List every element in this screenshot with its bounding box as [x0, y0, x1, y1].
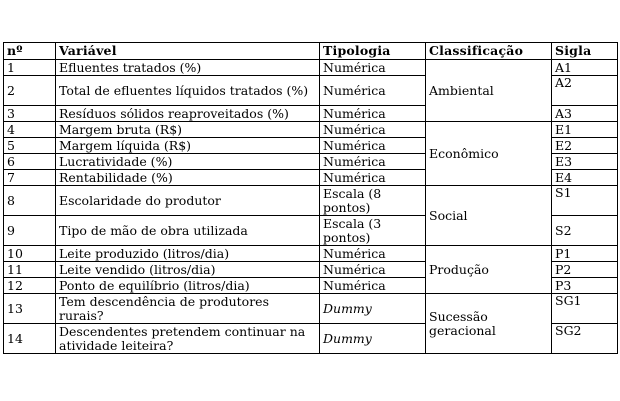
header-sigla: Sigla: [552, 43, 618, 60]
row-typology: Numérica: [320, 138, 426, 154]
header-tipologia: Tipologia: [320, 43, 426, 60]
row-typology: Numérica: [320, 106, 426, 122]
row-variable: Margem líquida (R$): [56, 138, 320, 154]
row-variable: Total de efluentes líquidos tratados (%): [56, 76, 320, 106]
row-typology: Numérica: [320, 76, 426, 106]
row-typology: Escala (8 pontos): [320, 186, 426, 216]
row-code: SG2: [552, 324, 618, 354]
row-code: E3: [552, 154, 618, 170]
row-code: E2: [552, 138, 618, 154]
row-code: A1: [552, 60, 618, 76]
row-variable: Margem bruta (R$): [56, 122, 320, 138]
group-ambiental: Ambiental: [426, 60, 552, 122]
row-number: 8: [4, 186, 56, 216]
row-code: E4: [552, 170, 618, 186]
row-typology: Numérica: [320, 278, 426, 294]
row-variable: Leite vendido (litros/dia): [56, 262, 320, 278]
row-variable: Escolaridade do produtor: [56, 186, 320, 216]
table-row: [4, 122, 618, 138]
row-typology: Numérica: [320, 262, 426, 278]
row-typology: Numérica: [320, 60, 426, 76]
table-row: [4, 60, 618, 76]
row-number: 12: [4, 278, 56, 294]
row-variable: Rentabilidade (%): [56, 170, 320, 186]
row-number: 1: [4, 60, 56, 76]
row-typology: Dummy: [320, 324, 426, 354]
row-number: 11: [4, 262, 56, 278]
table-header-row: [4, 43, 618, 60]
row-code: P3: [552, 278, 618, 294]
table-row: [4, 246, 618, 262]
row-number: 14: [4, 324, 56, 354]
row-typology: Numérica: [320, 122, 426, 138]
group-producao: Produção: [426, 246, 552, 294]
row-number: 7: [4, 170, 56, 186]
table-row: [4, 294, 618, 324]
header-variavel: Variável: [56, 43, 320, 60]
group-sucessao: Sucessão geracional: [426, 294, 552, 354]
row-number: 13: [4, 294, 56, 324]
row-typology: Numérica: [320, 246, 426, 262]
row-number: 3: [4, 106, 56, 122]
row-variable: Ponto de equilíbrio (litros/dia): [56, 278, 320, 294]
row-number: 5: [4, 138, 56, 154]
header-classificacao: Classificação: [426, 43, 552, 60]
row-variable: Lucratividade (%): [56, 154, 320, 170]
group-economico: Econômico: [426, 122, 552, 186]
row-code: SG1: [552, 294, 618, 324]
row-variable: Tem descendência de produtores rurais?: [56, 294, 320, 324]
row-code: E1: [552, 122, 618, 138]
row-number: 9: [4, 216, 56, 246]
row-number: 10: [4, 246, 56, 262]
row-typology: Numérica: [320, 154, 426, 170]
variables-table: [3, 42, 618, 354]
row-variable: Descendentes pretendem continuar na atividade leiteira?: [56, 324, 320, 354]
row-typology: Dummy: [320, 294, 426, 324]
row-variable: Leite produzido (litros/dia): [56, 246, 320, 262]
row-code: P2: [552, 262, 618, 278]
row-variable: Resíduos sólidos reaproveitados (%): [56, 106, 320, 122]
row-number: 6: [4, 154, 56, 170]
row-number: 2: [4, 76, 56, 106]
group-social: Social: [426, 186, 552, 246]
row-number: 4: [4, 122, 56, 138]
table-row: [4, 186, 618, 216]
row-code: S2: [552, 216, 618, 246]
row-code: P1: [552, 246, 618, 262]
row-typology: Escala (3 pontos): [320, 216, 426, 246]
row-code: A2: [552, 76, 618, 106]
row-typology: Numérica: [320, 170, 426, 186]
row-variable: Efluentes tratados (%): [56, 60, 320, 76]
row-code: S1: [552, 186, 618, 216]
header-n: nº: [4, 43, 56, 60]
row-code: A3: [552, 106, 618, 122]
row-variable: Tipo de mão de obra utilizada: [56, 216, 320, 246]
